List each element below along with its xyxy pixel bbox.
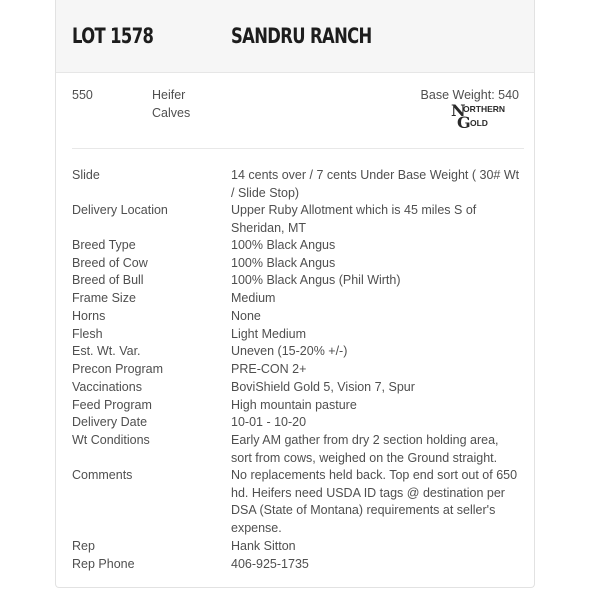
northern-gold-logo [451, 102, 527, 130]
detail-label: Slide [72, 168, 100, 182]
detail-label: Breed Type [72, 238, 136, 252]
detail-value: 100% Black Angus [231, 256, 336, 270]
detail-value: 100% Black Angus [231, 238, 336, 252]
lot-card [55, 0, 535, 588]
detail-label: Feed Program [72, 398, 152, 412]
base-weight: Base Weight: 540 [420, 88, 519, 102]
logo-text-top: ORTHERN [463, 104, 506, 114]
detail-label: Breed of Cow [72, 256, 148, 270]
detail-label: Breed of Bull [72, 273, 144, 287]
detail-label: Vaccinations [72, 380, 142, 394]
detail-value: Early AM gather from dry 2 section holding area, sort from cows, weighed on the Ground straight. [231, 433, 499, 465]
detail-label: Flesh [72, 327, 103, 341]
cattle-type: Heifer Calves [152, 88, 191, 120]
detail-label: Comments [72, 468, 133, 482]
logo-letter-n: N [451, 102, 466, 120]
detail-value: No replacements held back. Top end sort out of 650 hd. Heifers need USDA ID tags @ destination per DSA (State of Montana) requirements at seller's expense. [231, 468, 518, 536]
detail-value: PRE-CON 2+ [231, 362, 307, 376]
detail-value: 100% Black Angus (Phil Wirth) [231, 273, 401, 287]
divider [72, 148, 524, 149]
detail-value: 406-925-1735 [231, 557, 309, 571]
detail-value: None [231, 309, 261, 323]
logo-text-bottom: OLD [470, 118, 488, 128]
detail-value: Light Medium [231, 327, 307, 341]
detail-label: Est. Wt. Var. [72, 344, 141, 358]
ranch-name: SANDRU RANCH [231, 24, 372, 48]
detail-label: Wt Conditions [72, 433, 150, 447]
detail-value: High mountain pasture [231, 398, 357, 412]
detail-label: Horns [72, 309, 106, 323]
detail-value: Upper Ruby Allotment which is 45 miles S of Sheridan, MT [231, 203, 477, 235]
detail-label: Precon Program [72, 362, 164, 376]
lot-header [56, 0, 534, 73]
detail-value: Uneven (15-20% +/-) [231, 344, 348, 358]
detail-label: Frame Size [72, 291, 136, 305]
detail-value: 14 cents over / 7 cents Under Base Weight ( 30# Wt / Slide Stop) [231, 168, 520, 200]
detail-value: Hank Sitton [231, 539, 296, 553]
lot-number: LOT 1578 [72, 24, 154, 48]
logo-letter-g: G [457, 113, 471, 130]
detail-label: Rep [72, 539, 95, 553]
detail-value: 10-01 - 10-20 [231, 415, 307, 429]
detail-label: Delivery Date [72, 415, 148, 429]
head-count: 550 [72, 88, 93, 102]
detail-value: BoviShield Gold 5, Vision 7, Spur [231, 380, 415, 394]
detail-label: Delivery Location [72, 203, 168, 217]
detail-label: Rep Phone [72, 557, 135, 571]
detail-value: Medium [231, 291, 276, 305]
